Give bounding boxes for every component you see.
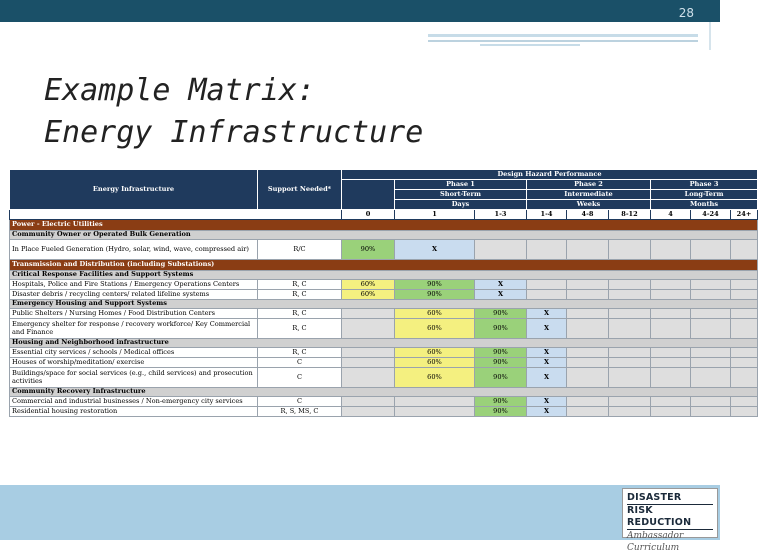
- decor-line: [428, 40, 698, 42]
- support-cell: C: [258, 368, 342, 388]
- row-label: Essential city services / schools / Medical offices: [10, 348, 258, 358]
- logo-line-3: Ambassador Curriculum: [627, 529, 713, 554]
- logo-line-2: RISK REDUCTION: [627, 504, 713, 529]
- header-design-hazard: Design Hazard Performance: [342, 170, 758, 180]
- value-cell: X: [475, 280, 527, 290]
- header-phase3: Phase 3: [651, 180, 758, 190]
- decor-line: [480, 44, 580, 46]
- support-cell: R, C: [258, 348, 342, 358]
- row-label: Commercial and industrial businesses / Non-emergency city services: [10, 397, 258, 407]
- support-cell: R, C: [258, 319, 342, 339]
- value-cell: 60%: [342, 280, 395, 290]
- header-phase1: Phase 1: [395, 180, 527, 190]
- value-cell: X: [527, 358, 567, 368]
- support-cell: R/C: [258, 240, 342, 260]
- value-cell: 90%: [475, 309, 527, 319]
- row-label: In Place Fueled Generation (Hydro, solar, wind, wave, compressed air): [10, 240, 258, 260]
- row-label: Hospitals, Police and Fire Stations / Emergency Operations Centers: [10, 280, 258, 290]
- energy-matrix-table: [9, 169, 758, 417]
- header-phase2: Phase 2: [527, 180, 651, 190]
- value-cell: 90%: [475, 407, 527, 417]
- value-cell: 60%: [342, 290, 395, 300]
- time-cell: 4-8: [567, 210, 609, 220]
- row-label: Houses of worship/meditation/ exercise: [10, 358, 258, 368]
- value-cell: 90%: [475, 397, 527, 407]
- value-cell: X: [527, 397, 567, 407]
- value-cell: 60%: [395, 358, 475, 368]
- support-cell: R, C: [258, 280, 342, 290]
- value-cell: 60%: [395, 348, 475, 358]
- time-cell: 1: [395, 210, 475, 220]
- value-cell: X: [395, 240, 475, 260]
- top-banner: [0, 0, 720, 22]
- decor-rule: [709, 22, 711, 50]
- support-cell: R, C: [258, 309, 342, 319]
- bottom-band: [0, 485, 720, 540]
- slide-title: [44, 70, 423, 154]
- value-cell: 90%: [342, 240, 395, 260]
- time-spacer: [10, 210, 342, 220]
- value-cell: X: [475, 290, 527, 300]
- time-cell: 8-12: [609, 210, 651, 220]
- header-phase2-term: Intermediate: [527, 190, 651, 200]
- support-cell: R, S, MS, C: [258, 407, 342, 417]
- value-cell: 60%: [395, 368, 475, 388]
- row-label: Emergency shelter for response / recovery workforce/ Key Commercial and Finance: [10, 319, 258, 339]
- value-cell: 60%: [395, 309, 475, 319]
- header-phase3-unit: Months: [651, 200, 758, 210]
- section-transmission: Transmission and Distribution (including Substations): [10, 260, 758, 271]
- drr-logo: [622, 488, 718, 553]
- time-cell: 1-3: [475, 210, 527, 220]
- support-cell: C: [258, 358, 342, 368]
- value-cell: 90%: [395, 290, 475, 300]
- row-label: Public Shelters / Nursing Homes / Food Distribution Centers: [10, 309, 258, 319]
- section-power: Power - Electric Utilities: [10, 220, 758, 231]
- header-phase1-unit: Days: [395, 200, 527, 210]
- header-phase3-term: Long-Term: [651, 190, 758, 200]
- value-cell: X: [527, 368, 567, 388]
- value-cell: X: [527, 348, 567, 358]
- header-energy: Energy Infrastructure: [10, 170, 258, 210]
- header-spacer: [342, 180, 395, 210]
- row-label: Disaster debris / recycling centers/ related lifeline systems: [10, 290, 258, 300]
- title-line-2: Energy Infrastructure: [44, 115, 424, 150]
- section-community-recovery: Community Recovery Infrastructure: [10, 388, 758, 397]
- support-cell: C: [258, 397, 342, 407]
- value-cell: 90%: [395, 280, 475, 290]
- time-cell: 4-24: [691, 210, 731, 220]
- time-cell: 0: [342, 210, 395, 220]
- row-label: Residential housing restoration: [10, 407, 258, 417]
- header-phase1-term: Short-Term: [395, 190, 527, 200]
- value-cell: 90%: [475, 348, 527, 358]
- support-cell: R, C: [258, 290, 342, 300]
- time-cell: 1-4: [527, 210, 567, 220]
- slide-number: 28: [678, 6, 694, 20]
- header-phase2-unit: Weeks: [527, 200, 651, 210]
- time-cell: 24+: [731, 210, 758, 220]
- row-label: Buildings/space for social services (e.g., child services) and prosecution activities: [10, 368, 258, 388]
- decor-line: [428, 34, 698, 37]
- time-cell: 4: [651, 210, 691, 220]
- value-cell: 90%: [475, 358, 527, 368]
- value-cell: X: [527, 309, 567, 319]
- logo-line-1: DISASTER: [627, 492, 682, 503]
- section-critical: Critical Response Facilities and Support Systems: [10, 271, 758, 280]
- value-cell: X: [527, 319, 567, 339]
- section-emergency-housing: Emergency Housing and Support Systems: [10, 300, 758, 309]
- title-line-1: Example Matrix:: [44, 73, 315, 108]
- section-housing: Housing and Neighborhood infrastructure: [10, 339, 758, 348]
- value-cell: 90%: [475, 319, 527, 339]
- section-community-owner: Community Owner or Operated Bulk Generation: [10, 231, 758, 240]
- value-cell: 60%: [395, 319, 475, 339]
- value-cell: 90%: [475, 368, 527, 388]
- value-cell: X: [527, 407, 567, 417]
- header-support: Support Needed*: [258, 170, 342, 210]
